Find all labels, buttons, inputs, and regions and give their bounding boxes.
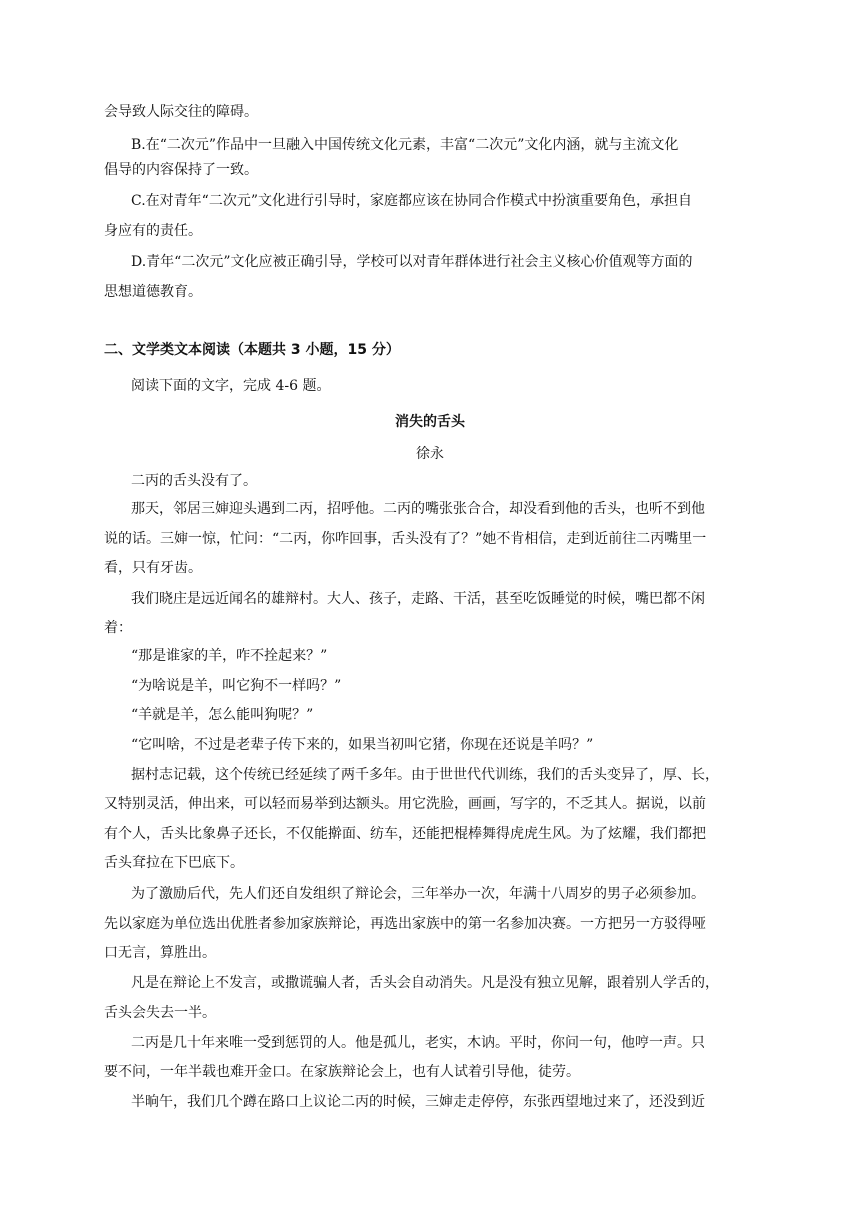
option-d-line: 思想道德教育。 (104, 284, 202, 300)
paragraph-line: 二丙的舌头没有了。 (131, 473, 257, 489)
paragraph-line: 二丙是几十年来唯一受到惩罚的人。他是孤儿，老实，木讷。平时，你问一句，他哼一声。只 (131, 1035, 705, 1051)
story-title: 消失的舌头 (395, 414, 465, 430)
paragraph-line: 着： (104, 620, 132, 636)
option-b-line: 倡导的内容保持了一致。 (104, 162, 258, 178)
paragraph-line: 舌头会失去一半。 (104, 1005, 216, 1021)
paragraph-line: 凡是在辩论上不发言，或撒谎骗人者，舌头会自动消失。凡是没有独立见解，跟着别人学舌的， (131, 975, 719, 991)
option-c-line: C.在对青年“二次元”文化进行引导时，家庭都应该在协同合作模式中扮演重要角色，承担自 (131, 193, 692, 209)
section-instruction: 阅读下面的文字，完成 4-6 题。 (131, 378, 331, 394)
paragraph-line: 据村志记载，这个传统已经延续了两千多年。由于世世代代训练，我们的舌头变异了，厚、长， (131, 767, 719, 783)
paragraph-line: 我们晓庄是远近闻名的雄辩村。大人、孩子，走路、干活，甚至吃饭睡觉的时候，嘴巴都不闲 (131, 591, 705, 607)
dialogue-line: “为啥说是羊，叫它狗不一样吗？” (131, 678, 342, 694)
paragraph-line: 有个人，舌头比象鼻子还长，不仅能擀面、纺车，还能把棍棒舞得虎虎生风。为了炫耀，我们都把 (104, 826, 706, 842)
paragraph-line: 要不问，一年半载也难开金口。在家族辩论会上，也有人试着引导他，徒劳。 (104, 1064, 580, 1080)
paragraph-line: 半晌午，我们几个蹲在路口上议论二丙的时候，三婶走走停停，东张西望地过来了，还没到近 (131, 1094, 705, 1110)
dialogue-line: “它叫啥，不过是老辈子传下来的，如果当初叫它猪，你现在还说是羊吗？” (131, 737, 594, 753)
paragraph-line: 口无言，算胜出。 (104, 945, 216, 961)
paragraph-line: 为了激励后代，先人们还自发组织了辩论会，三年举办一次，年满十八周岁的男子必须参加。 (131, 886, 705, 902)
paragraph-line: 又特别灵活，伸出来，可以轻而易举到达额头。用它洗脸，画画，写字的，不乏其人。据说，以前 (104, 796, 706, 812)
paragraph-line: 先以家庭为单位选出优胜者参加家族辩论，再选出家族中的第一名参加决赛。一方把另一方驳得哑 (104, 916, 706, 932)
section-heading: 二、文学类文本阅读（本题共 3 小题，15 分） (104, 342, 400, 358)
dialogue-line: “羊就是羊，怎么能叫狗呢？” (131, 707, 314, 723)
option-d-line: D.青年“二次元”文化应被正确引导，学校可以对青年群体进行社会主义核心价值观等方面的 (131, 254, 693, 270)
paragraph-line: 舌头耷拉在下巴底下。 (104, 855, 244, 871)
dialogue-line: “那是谁家的羊，咋不拴起来？” (131, 648, 328, 664)
option-c-line: 身应有的责任。 (104, 223, 202, 239)
option-b-line: B.在“二次元”作品中一旦融入中国传统文化元素，丰富“二次元”文化内涵，就与主流文化 (131, 137, 679, 153)
text-line: 会导致人际交往的障碍。 (104, 104, 258, 120)
paragraph-line: 那天，邻居三婶迎头遇到二丙，招呼他。二丙的嘴张张合合，却没看到他的舌头，也听不到他 (131, 501, 705, 517)
story-author: 徐永 (416, 446, 444, 462)
paragraph-line: 说的话。三婶一惊，忙问：“二丙，你咋回事，舌头没有了？”她不肯相信，走到近前往二丙嘴里一 (104, 531, 707, 547)
paragraph-line: 看，只有牙齿。 (104, 560, 202, 576)
